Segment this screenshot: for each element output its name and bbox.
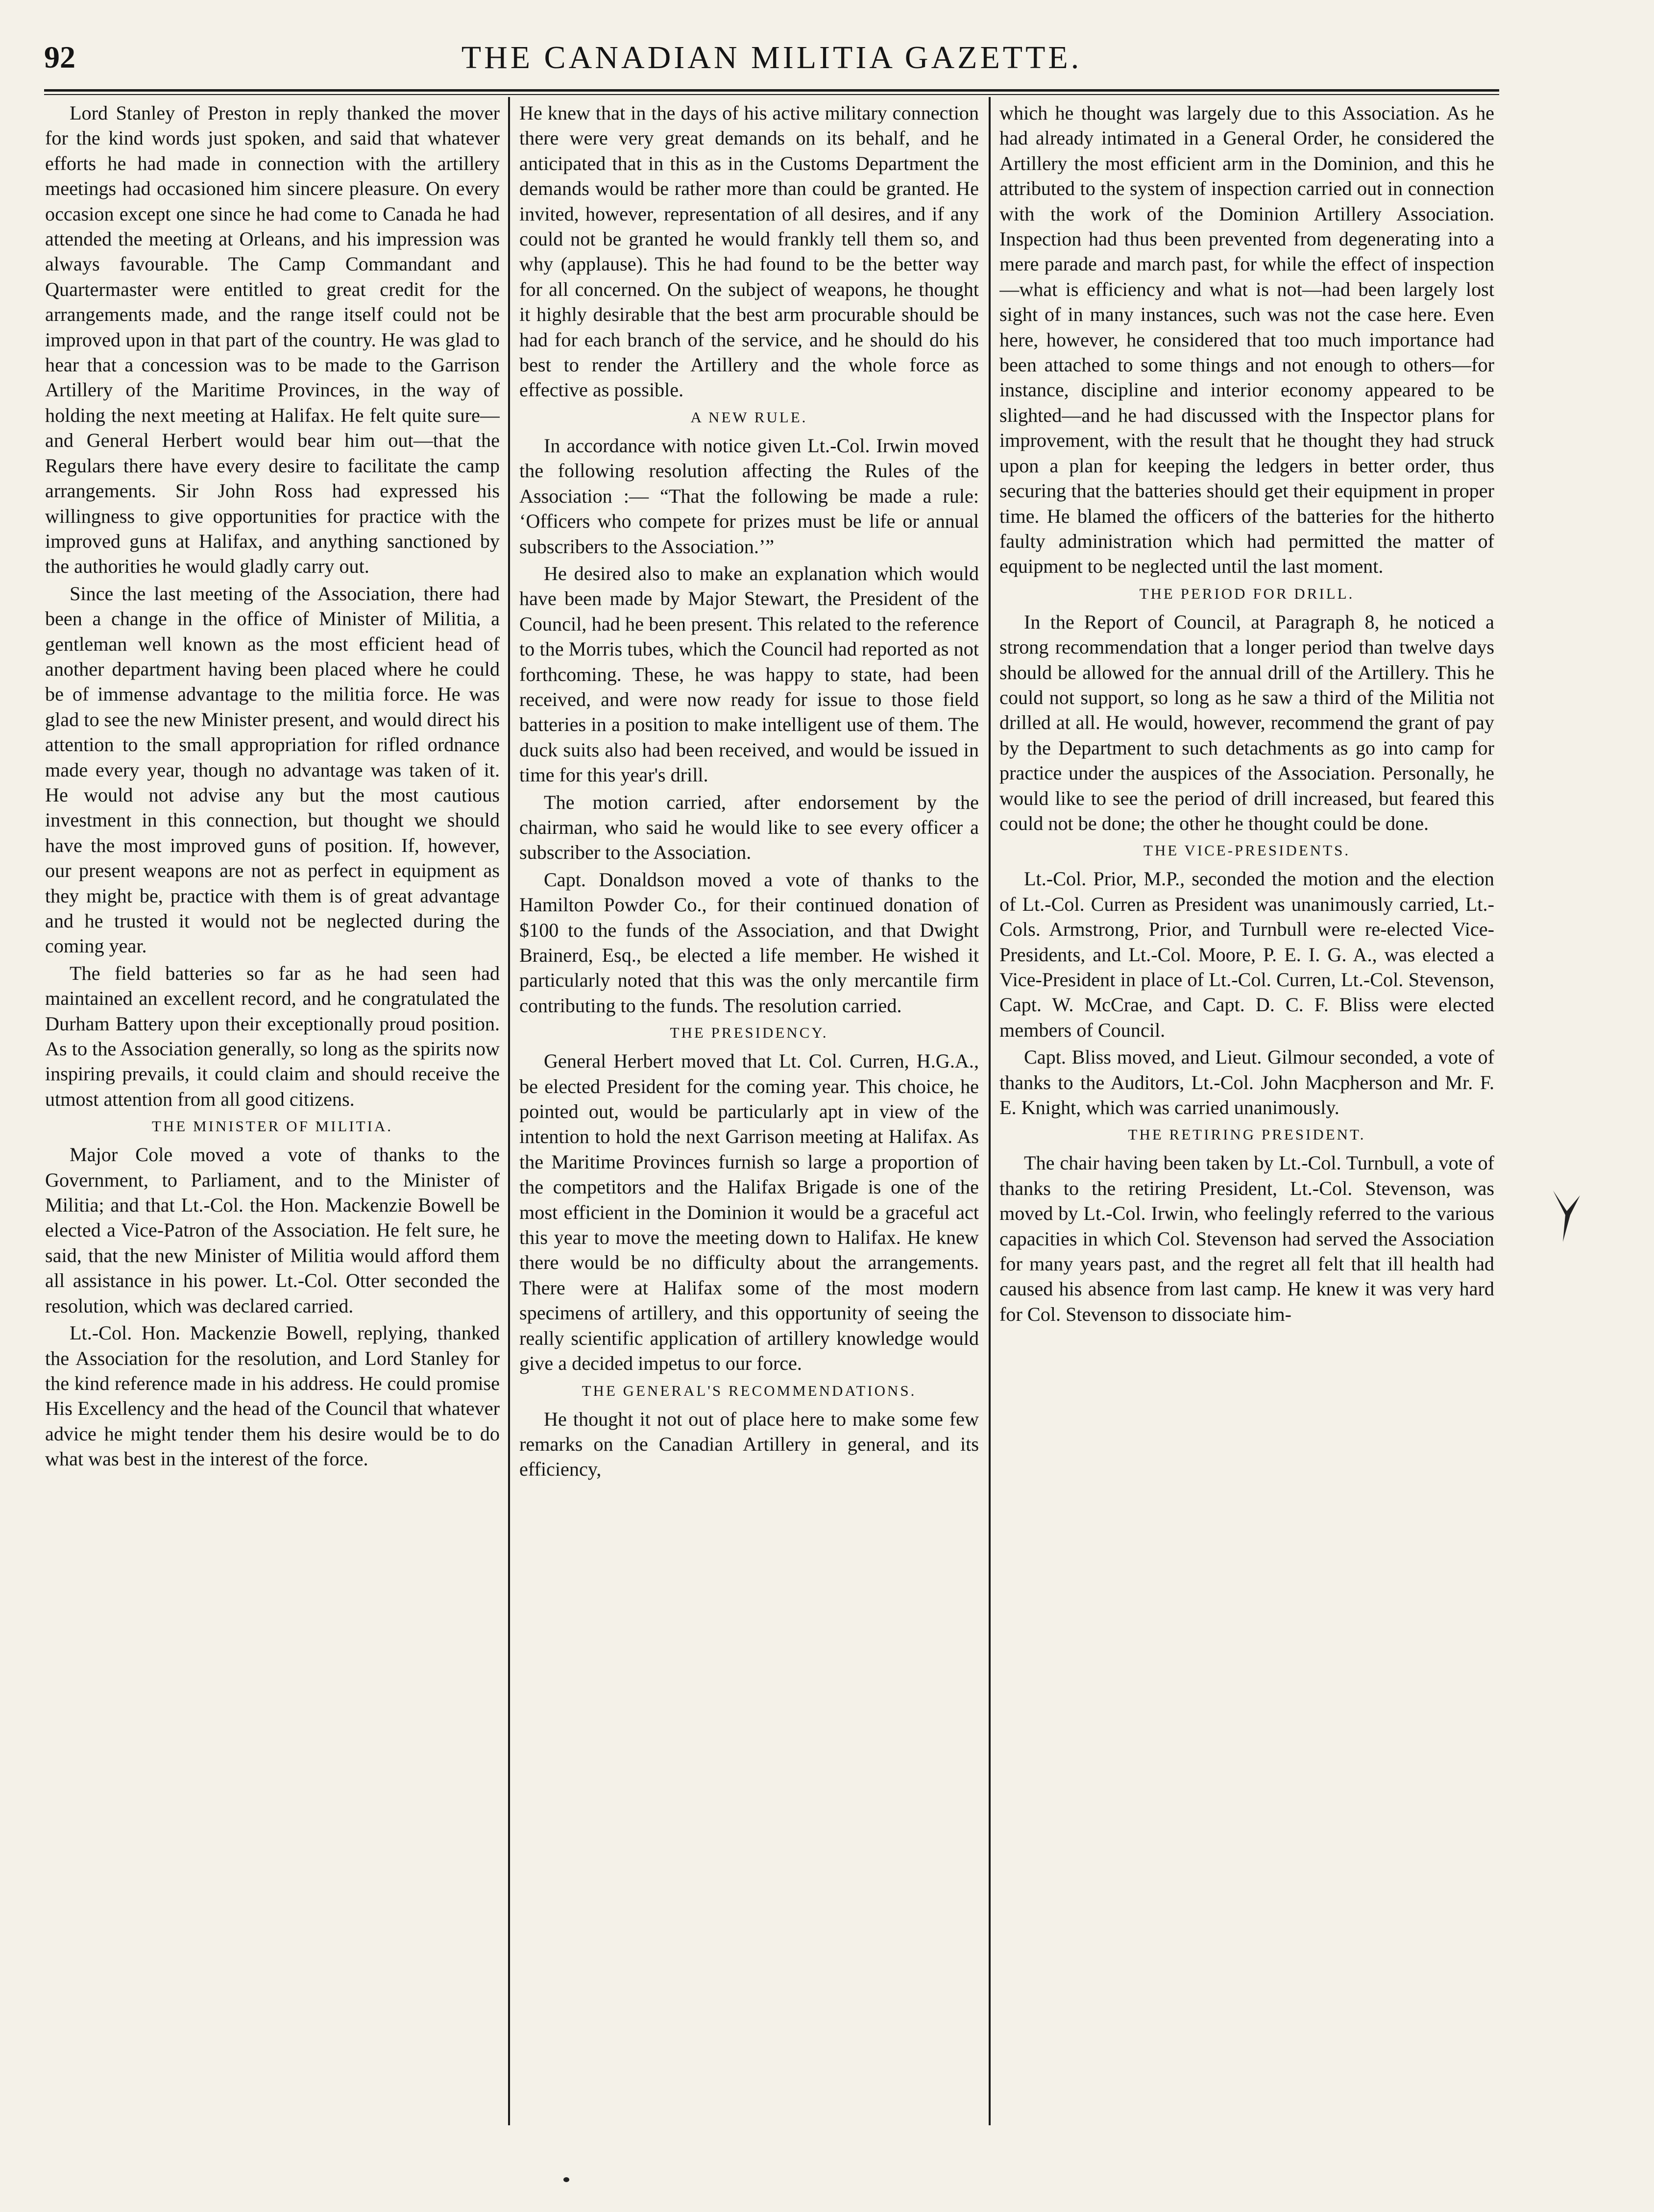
- paragraph: Since the last meeting of the Association, there had been a change in the office of Minister of Militia, a gentleman well known as the most efficient head of another department having been placed where he could be of immense advantage to the militia force. He was glad to see the new Minister present, and would direct his attention to the small appropriation for rifled ordnance made every year, though no advantage was taken of it. He would not advise any but the most cautious investment in this connection, but thought we should have the most improved guns of position. If, however, our present weapons are not as perfect in equipment as they might be, practice with them is of great advantage and he trusted it would not be neglected during the coming year.: [45, 582, 500, 957]
- header-rule-thin: [44, 94, 1499, 95]
- masthead-title: THE CANADIAN MILITIA GAZETTE.: [461, 40, 1082, 75]
- paragraph: He knew that in the days of his active military connection there were very great demands on its behalf, and he anticipated that in this as in the Customs Department the demands would be rather more than could be granted. He invited, however, representation of all desires, and if any could not be granted he would frankly tell them so, and why (applause). This he had found to be the better way for all concerned. On the subject of weapons, he thought it highly desirable that the best arm procurable should be had for each branch of the service, and he should do his best to render the Artillery and the whole force as effective as possible.: [519, 102, 979, 401]
- column-3: [999, 100, 1494, 2119]
- paragraph: Lord Stanley of Preston in reply thanked the mover for the kind words just spoken, and said that whatever efforts he had made in connection with the artillery meetings had occasioned him sincere pleasure. On every occasion except one since he had come to Canada he had attended the meeting at Orleans, and his impression was always favourable. The Camp Commandant and Quartermaster were entitled to great credit for the arrangements made, and the range itself could not be improved upon in that part of the country. He was glad to hear that a concession was to be made to the Garrison Artillery of the Maritime Provinces, in the way of holding the next meeting at Halifax. He felt quite sure—and General Herbert would bear him out—that the Regulars there have every desire to facilitate the camp arrangements. Sir John Ross had expressed his willingness to give opportunities for practice with the improved guns at Halifax, and anything sanctioned by the authorities he would gladly carry out.: [45, 102, 500, 578]
- section-heading: A NEW RULE.: [690, 408, 808, 426]
- paragraph: In accordance with notice given Lt.-Col. Irwin moved the following resolution affecting the Rules of the Association :— “That the following be made a rule: ‘Officers who compete for prizes must be life or annual subscribers to the Association.’”: [519, 434, 979, 558]
- paragraph: The chair having been taken by Lt.-Col. Turnbull, a vote of thanks to the retiring President, Lt.-Col. Stevenson, was moved by Lt.-Col. Irwin, who feelingly referred to the various capacities in which Col. Stevenson had served the Association for many years past, and the regret all felt that ill health had caused his absence from last camp. He knew it was very hard for Col. Stevenson to dissociate him-: [999, 1152, 1494, 1325]
- paragraph: Major Cole moved a vote of thanks to the Government, to Parliament, and to the Minister of Militia; and that Lt.-Col. the Hon. Mackenzie Bowell be elected a Vice-Patron of the Association. He felt sure, he said, that the new Minister of Militia would afford them all assistance in his power. Lt.-Col. Otter seconded the resolution, which was declared carried.: [45, 1143, 500, 1317]
- column-divider: [989, 97, 991, 2125]
- paragraph: Lt.-Col. Hon. Mackenzie Bowell, replying, thanked the Association for the resolution, and Lord Stanley for the kind reference made in his address. He could promise His Excellency and the head of the Council that whatever advice he might tender them his desire would be to do what was best in the interest of the force.: [45, 1322, 500, 1470]
- section-heading: THE PERIOD FOR DRILL.: [1139, 584, 1355, 602]
- paragraph: General Herbert moved that Lt. Col. Curren, H.G.A., be elected President for the coming year. This choice, he pointed out, would be particularly apt in view of the intention to hold the next Garrison meeting at Halifax. As the Maritime Provinces furnish so large a proportion of the competitors and the Halifax Brigade is one of the most efficient in the Dominion it would be a graceful act this year to move the meeting down to Halifax. He knew there would be no difficulty about the arrangements. There were at Halifax some of the most modern specimens of artillery, and this opportunity of seeing the really scientific application of artillery knowledge would give a decided impetus to our force.: [519, 1050, 979, 1375]
- paragraph: He thought it not out of place here to make some few remarks on the Canadian Artillery in general, and its efficiency,: [519, 1408, 979, 1481]
- paragraph: Lt.-Col. Prior, M.P., seconded the motion and the election of Lt.-Col. Curren as President was unanimously carried, Lt.-Cols. Armstrong, Prior, and Turnbull were re-elected Vice-Presidents, and Lt.-Col. Moore, P. E. I. G. A., was elected a Vice-President in place of Lt.-Col. Curren, Lt.-Col. Stevenson, Capt. W. McCrae, and Capt. D. C. F. Bliss were elected members of Council.: [999, 868, 1494, 1041]
- ink-mark: [563, 2177, 569, 2182]
- section-heading: THE VICE-PRESIDENTS.: [1143, 842, 1351, 859]
- paragraph: The motion carried, after endorsement by the chairman, who said he would like to see every officer a subscriber to the Association.: [519, 791, 979, 864]
- column-1: [45, 100, 500, 2119]
- paragraph: He desired also to make an explanation which would have been made by Major Stewart, the President of the Council, had he been present. This related to the reference to the Morris tubes, which the Council had reported as not forthcoming. These, he was happy to state, had been received, and were now ready for issue to those field batteries in a position to make intelligent use of them. The duck suits also had been received, and would be issued in time for this year's drill.: [519, 562, 979, 786]
- section-heading: THE GENERAL'S RECOMMENDATIONS.: [582, 1382, 917, 1399]
- paragraph: The field batteries so far as he had seen had maintained an excellent record, and he congratulated the Durham Battery upon their exceptionally proud position. As to the Association generally, so long as the spirits now inspiring prevails, it could claim and should receive the utmost attention from all good citizens.: [45, 962, 500, 1110]
- section-heading: THE RETIRING PRESIDENT.: [1128, 1126, 1366, 1143]
- page-edge-mark: [1548, 1186, 1582, 1244]
- header-rule: [44, 89, 1499, 92]
- page-number: 92: [44, 40, 75, 74]
- paragraph: which he thought was largely due to this Association. As he had already intimated in a General Order, he considered the Artillery the most efficient arm in the Dominion, and this he attributed to the system of inspection carried out in connection with the work of the Dominion Artillery Association. Inspection had thus been prevented from degenerating into a mere parade and march past, for while the effect of inspection—what is efficiency and what is not—had been largely lost sight of in many instances, such was not the case here. Even here, however, he considered that too much importance had been attached to some things and not enough to others—for instance, discipline and interior economy appeared to be slighted—and he had discussed with the Inspector plans for improvement, with the result that he thought they had struck upon a plan for keeping the ledgers in better order, thus securing that the batteries should get their equipment in proper time. He blamed the officers of the batteries for the hitherto faulty administration which had permitted the matter of equipment to be neglected until the last moment.: [999, 102, 1494, 578]
- paragraph: In the Report of Council, at Paragraph 8, he noticed a strong recommendation that a longer period than twelve days should be allowed for the annual drill of the Artillery. This he could not support, so long as he saw a third of the Militia not drilled at all. He would, however, recommend the grant of pay by the Department to such detachments as go into camp for practice under the auspices of the Association. Personally, he would like to see the period of drill increased, but feared this could not be done; the other he thought could be done.: [999, 610, 1494, 834]
- column-2: [519, 100, 979, 2119]
- paragraph: Capt. Bliss moved, and Lieut. Gilmour seconded, a vote of thanks to the Auditors, Lt.-Col. John Macpherson and Mr. F. E. Knight, which was carried unanimously.: [999, 1046, 1494, 1119]
- section-heading: THE PRESIDENCY.: [670, 1024, 828, 1042]
- section-heading: THE MINISTER OF MILITIA.: [151, 1118, 393, 1135]
- column-divider: [508, 97, 510, 2125]
- page-header: [44, 34, 1499, 83]
- paragraph: Capt. Donaldson moved a vote of thanks to the Hamilton Powder Co., for their continued donation of $100 to the funds of the Association, and that Dwight Brainerd, Esq., be elected a life member. He wished it particularly noted that this was the only mercantile firm contributing to the funds. The resolution carried.: [519, 868, 979, 1017]
